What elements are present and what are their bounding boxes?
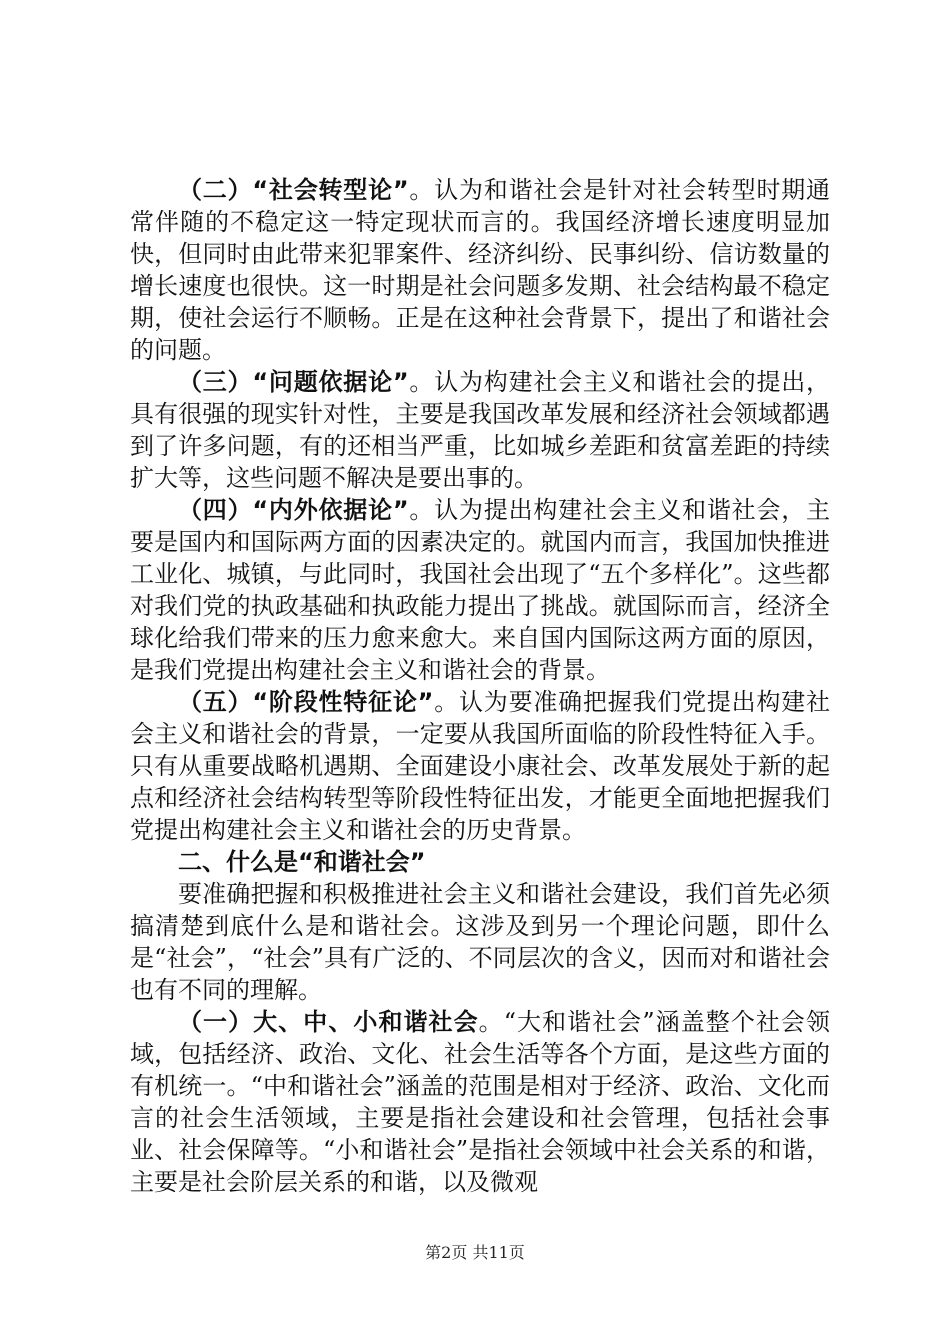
paragraph-social-transition: [130, 174, 830, 366]
paragraph-heading: （三）“问题依据论”: [178, 368, 409, 396]
paragraph-heading: （一）大、中、小和谐社会: [178, 1008, 479, 1036]
section-heading: 二、什么是“和谐社会”: [178, 848, 426, 876]
paragraph-text: 。认为要准确把握我们党提出构建社会主义和谐社会的背景，一定要从我国所面临的阶段性特征入手。只有从重要战略机遇期、全面建设小康社会、改革发展处于新的起点和经济社会结构转型等阶段性特征出发，才能更全面地把握我们党提出构建社会主义和谐社会的历史背景。: [130, 688, 831, 844]
paragraph-internal-external-basis: [130, 494, 830, 686]
paragraph-heading: （五）“阶段性特征论”: [178, 688, 434, 716]
paragraph-text: 。认为构建社会主义和谐社会的提出，具有很强的现实针对性，主要是我国改革发展和经济社会领域都遇到了许多问题，有的还相当严重，比如城乡差距和贫富差距的持续扩大等，这些问题不解决是要出事的。: [130, 368, 831, 492]
paragraph-heading: （四）“内外依据论”: [178, 496, 409, 524]
paragraph-text: 。“大和谐社会”涵盖整个社会领域，包括经济、政治、文化、社会生活等各个方面，是这些方面的有机统一。“中和谐社会”涵盖的范围是相对于经济、政治、文化而言的社会生活领域，主要是指社会建设和社会管理，包括社会事业、社会保障等。“小和谐社会”是指社会领域中社会关系的和谐，主要是社会阶层关系的和谐，以及微观: [130, 1008, 830, 1196]
paragraph-heading: （二）“社会转型论”: [178, 176, 409, 204]
paragraph-text: 要准确把握和积极推进社会主义和谐社会建设，我们首先必须搞清楚到底什么是和谐社会。这涉及到另一个理论问题，即什么是“社会”，“社会”具有广泛的、不同层次的含义，因而对和谐社会也有不同的理解。: [130, 880, 830, 1004]
paragraph-large-medium-small: [130, 1006, 830, 1198]
paragraph-stage-characteristics: [130, 686, 830, 846]
paragraph-problem-basis: [130, 366, 830, 494]
section-heading-what-is-harmonious-society: [130, 846, 830, 878]
page-footer: [0, 1243, 950, 1263]
paragraph-text: 。认为提出构建社会主义和谐社会，主要是国内和国际两方面的因素决定的。就国内而言，我国加快推进工业化、城镇，与此同时，我国社会出现了“五个多样化”。这些都对我们党的执政基础和执政能力提出了挑战。就国际而言，经济全球化给我们带来的压力愈来愈大。来自国内国际这两方面的原因，是我们党提出构建社会主义和谐社会的背景。: [130, 496, 831, 684]
document-body: [130, 174, 830, 1198]
paragraph-intro: [130, 878, 830, 1006]
paragraph-text: 。认为和谐社会是针对社会转型时期通常伴随的不稳定这一特定现状而言的。我国经济增长速度明显加快，但同时由此带来犯罪案件、经济纠纷、民事纠纷、信访数量的增长速度也很快。这一时期是社会问题多发期、社会结构最不稳定期，使社会运行不顺畅。正是在这种社会背景下，提出了和谐社会的问题。: [130, 176, 831, 364]
page-number-label: 第2页 共11页: [425, 1243, 525, 1262]
